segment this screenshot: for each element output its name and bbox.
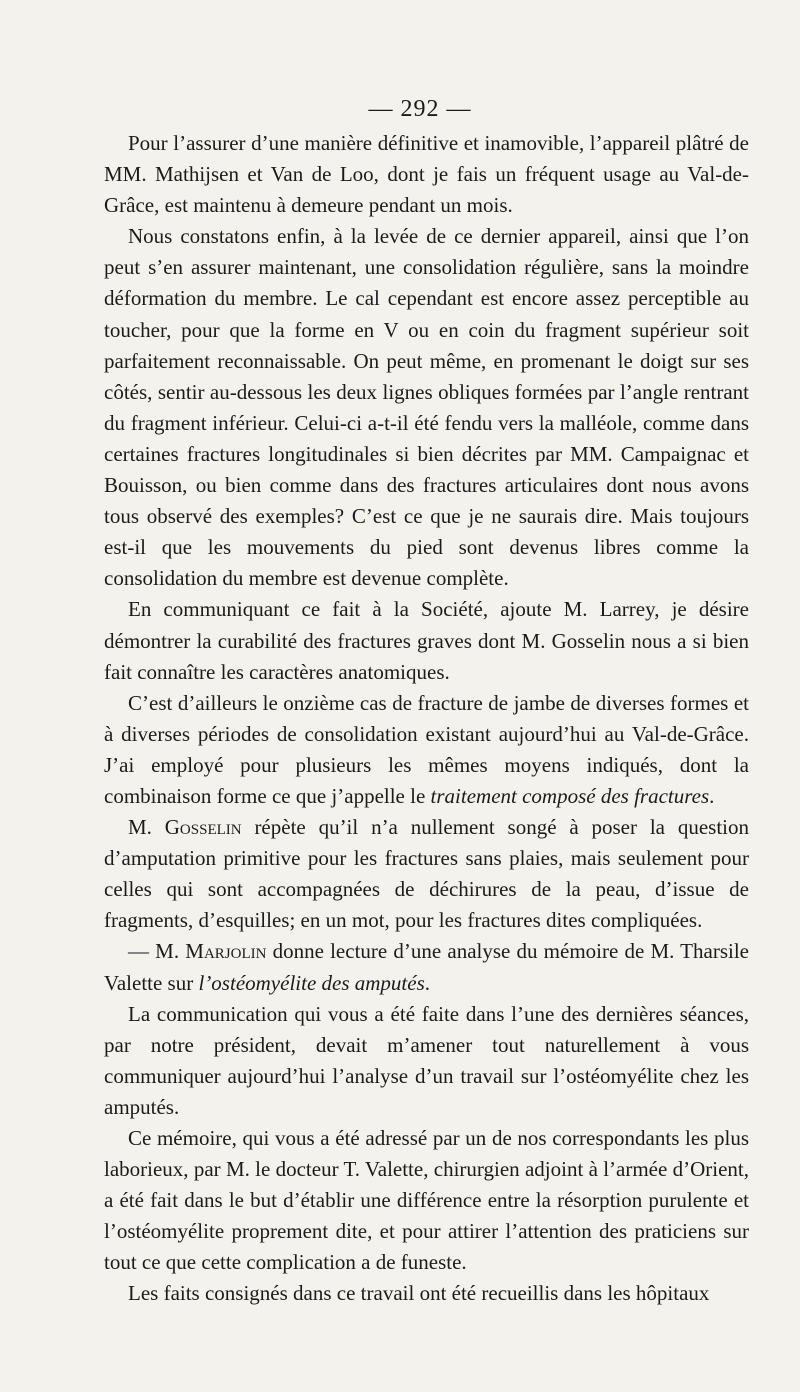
body-text	[104, 128, 749, 1310]
speaker-name-gosselin: Gosselin	[164, 815, 242, 840]
speaker-name-marjolin: Marjolin	[185, 939, 267, 964]
paragraph-4-end: .	[709, 783, 715, 808]
paragraph-4-text: C’est d’ailleurs le onzième cas de fracture de jambe de diverses formes et à diverses périodes de consolidation existant aujourd’hui au Val-de-Grâce. J’ai employé pour plusieurs les mêmes moyens indiqués, dont la combinaison forme ce que j’appelle le	[104, 690, 749, 808]
paragraph-6-italic: l’ostéomyélite des amputés	[198, 970, 425, 995]
paragraph-6-prefix: — M.	[128, 939, 186, 964]
paragraph-6-text: donne lecture d’une analyse du mémoire de M. Tharsile Valette sur	[104, 939, 749, 995]
paragraph-7: La communication qui vous a été faite dans l’une des dernières séances, par notre président, devait m’amener tout naturellement à vous communiquer aujourd’hui l’analyse d’un travail sur l’ostéomyélite chez les amputés.	[104, 1001, 749, 1119]
paragraph-6-end: .	[424, 970, 431, 995]
paragraph-3: En communiquant ce fait à la Société, ajoute M. Larrey, je désire démontrer la curabilité des fractures graves dont M. Gosselin nous a si bien fait connaître les caractères anatomiques.	[104, 597, 749, 684]
paragraph-6	[104, 936, 749, 998]
paragraph-4	[104, 688, 749, 812]
paragraph-8: Ce mémoire, qui vous a été adressé par un de nos correspondants les plus laborieux, par M. le docteur T. Valette, chirurgien adjoint à l’armée d’Orient, a été fait dans le but d’établir une différence entre la résorption purulente et l’ostéomyélite proprement dite, et pour attirer l’attention des praticiens sur tout ce que cette complication a de funeste.	[104, 1126, 749, 1275]
paragraph-5-prefix: M.	[128, 815, 165, 840]
paragraph-2: Nous constatons enfin, à la levée de ce dernier appareil, ainsi que l’on peut s’en assurer maintenant, une consolidation régulière, sans la moindre déformation du membre. Le cal cependant est encore assez perceptible au toucher, pour que la forme en V ou en coin du fragment supérieur soit parfaitement reconnaissable. On peut même, en promenant le doigt sur ses côtés, sentir au-dessous les deux lignes obliques formées par l’angle rentrant du fragment inférieur. Celui-ci a-t-il été fendu vers la malléole, comme dans certaines fractures longitudinales si bien décrites par MM. Campaignac et Bouisson, ou bien comme dans des fractures articulaires dont nous avons tous observé des exemples? C’est ce que je ne saurais dire. Mais toujours est-il que les mouvements du pied sont devenus libres comme la consolidation du membre est devenue complète.	[104, 224, 749, 591]
paragraph-4-italic: traitement composé des fractures	[430, 783, 710, 808]
paragraph-5-text: répète qu’il n’a nullement songé à poser la question d’amputation primitive pour les fractures sans plaies, mais seulement pour celles qui sont accompagnées de déchirures de la peau, d’issue de fragments, d’esquilles; en un mot, pour les fractures dites compliquées.	[104, 815, 749, 933]
paragraph-9: Les faits consignés dans ce travail ont été recueillis dans les hôpitaux	[128, 1281, 710, 1306]
page-number: — 292 —	[368, 96, 472, 122]
paragraph-5	[104, 812, 749, 936]
paragraph-1: Pour l’assurer d’une manière définitive et inamovible, l’appareil plâtré de MM. Mathijsen et Van de Loo, dont je fais un fréquent usage au Val-de-Grâce, est maintenu à demeure pendant un mois.	[104, 131, 749, 218]
